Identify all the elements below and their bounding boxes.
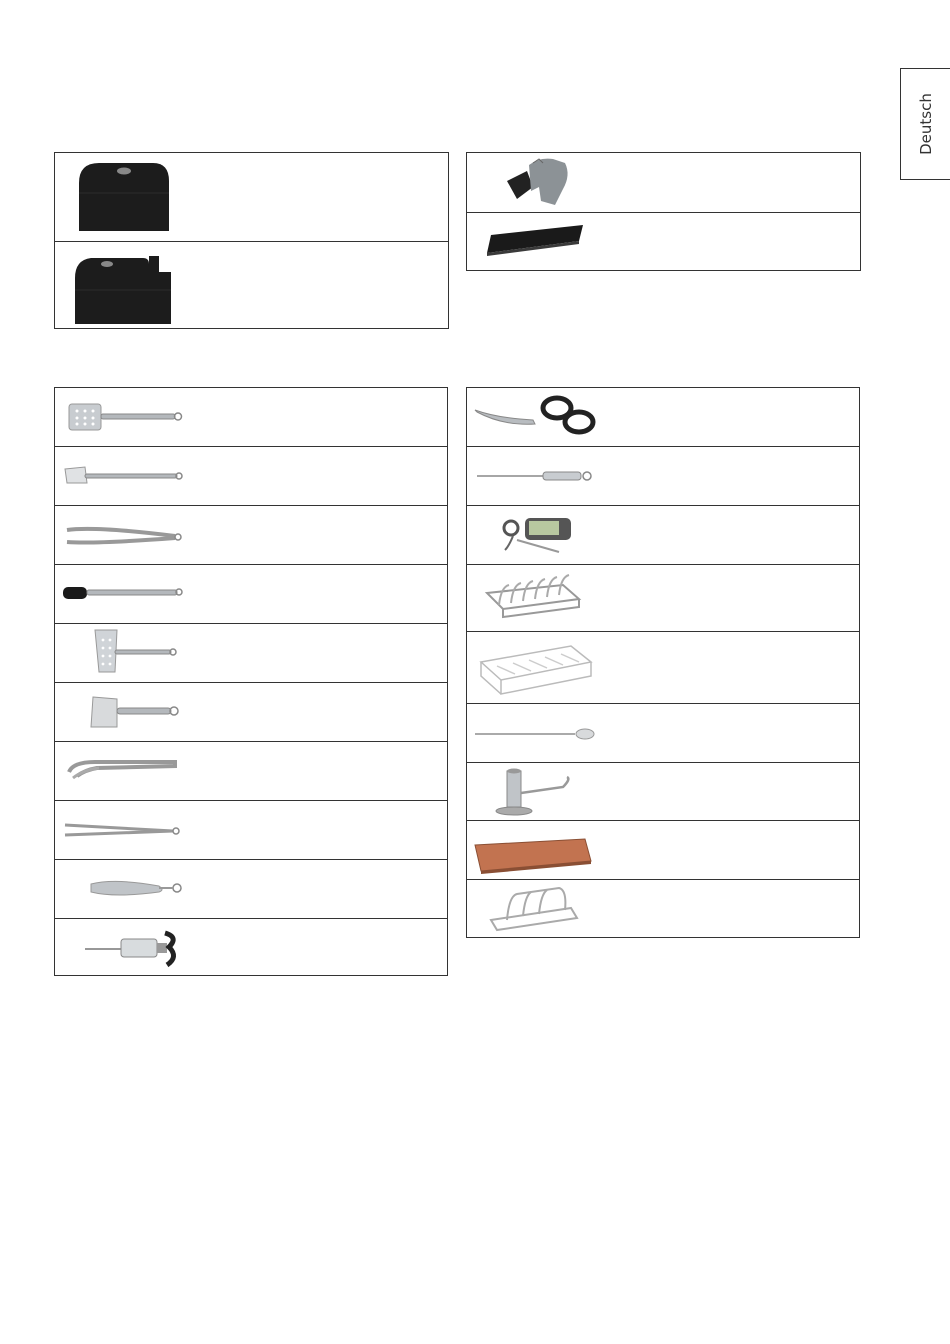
grill-pincers-icon: [55, 742, 447, 800]
language-tab[interactable]: [900, 68, 950, 180]
marinade-injector-icon: [55, 919, 447, 977]
poultry-shears-icon: [467, 388, 859, 446]
chicken-roaster-icon: [467, 763, 859, 821]
table-row: [467, 632, 859, 704]
perforated-turner-icon: [55, 388, 447, 446]
table-row: [467, 447, 859, 506]
table-row: [467, 506, 859, 565]
glove-plancha-table: [466, 152, 861, 271]
table-row: [55, 153, 448, 242]
table-row: [467, 565, 859, 632]
grill-glove-icon: [467, 153, 860, 212]
table-row: [467, 880, 859, 937]
grill-tongs-icon: [55, 506, 447, 564]
table-row: [467, 763, 859, 821]
sausage-tongs-icon: [55, 860, 447, 918]
table-row: [467, 821, 859, 880]
table-row: [55, 742, 447, 801]
smoking-plank-icon: [467, 821, 859, 879]
grill-cover-icon: [55, 153, 448, 241]
plancha-plate-icon: [467, 213, 860, 270]
roasting-rack-icon: [467, 880, 859, 937]
grill-scraper-icon: [55, 683, 447, 741]
table-row: [55, 242, 448, 328]
grill-tools-table: [54, 387, 448, 976]
digital-thermometer-icon: [467, 506, 859, 564]
table-row: [55, 447, 447, 506]
table-row: [55, 919, 447, 977]
meat-thermometer-icon: [467, 447, 859, 505]
table-row: [467, 704, 859, 763]
table-row: [55, 624, 447, 683]
skewer-icon: [467, 704, 859, 762]
grill-accessories-table: [466, 387, 860, 938]
table-row: [55, 506, 447, 565]
rib-rack-icon: [467, 565, 859, 631]
fish-turner-icon: [55, 624, 447, 682]
table-row: [467, 153, 860, 213]
smoker-cover-icon: [55, 242, 448, 328]
basting-brush-icon: [55, 565, 447, 623]
grill-cover-table: [54, 152, 449, 329]
table-row: [467, 388, 859, 447]
table-row: [55, 801, 447, 860]
table-row: [467, 213, 860, 270]
table-row: [55, 683, 447, 742]
table-row: [55, 565, 447, 624]
table-row: [55, 388, 447, 447]
grill-basket-icon: [467, 632, 859, 703]
grill-tweezers-icon: [55, 801, 447, 859]
language-tab-label: Deutsch: [916, 93, 935, 155]
grill-spatula-icon: [55, 447, 447, 505]
table-row: [55, 860, 447, 919]
